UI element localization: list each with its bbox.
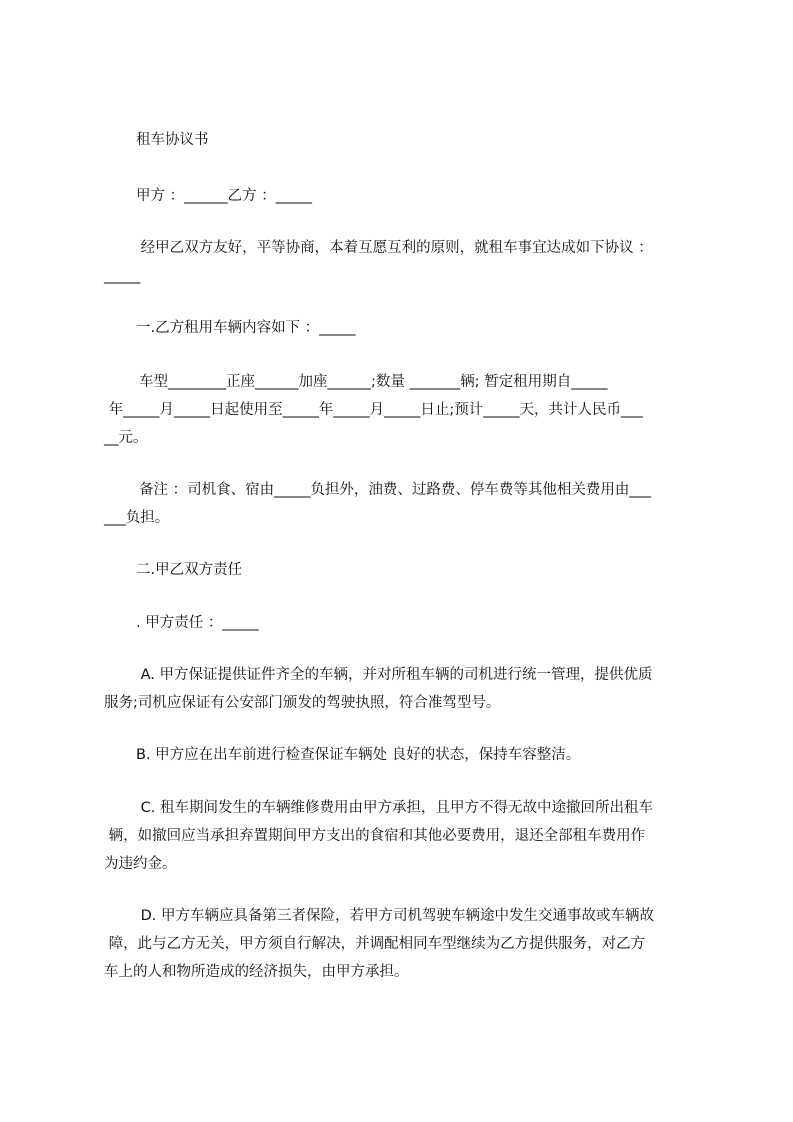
clause-c-line-2: 辆，如撤回应当承担弃置期间甲方支出的食宿和其他必要费用，退还全部租车费用作 (104, 828, 646, 844)
partyA-duty-heading: . 甲方责任 ：_____ (136, 615, 259, 631)
clause-a-line-1: A. 甲方保证提供证件齐全的车辆，并对所租车辆的司机进行统一管理，提供优质 (136, 667, 653, 683)
intro-line-2: _____ (104, 268, 141, 284)
document-title: 租车协议书 (136, 132, 209, 148)
clause-c-line-3: 为违约金。 (104, 856, 177, 872)
remark-line-2: ___负担。 (104, 510, 170, 526)
clause-d-line-1: D. 甲方车辆应具备第三者保险，若甲方司机驾驶车辆途中发生交通事故或车辆故 (136, 908, 654, 924)
clause-c-line-1: C. 租车期间发生的车辆维修费用由甲方承担，且甲方不得无故中途撤回所出租车 (136, 800, 653, 816)
vehicle-line-3: __元。 (104, 430, 148, 446)
vehicle-line-1: 车型________正座______加座______;数量 _______辆; 暂定租用期自_____ (139, 374, 608, 390)
parties-line: 甲方 ：______乙方 ：_____ (136, 188, 312, 204)
clause-a-line-2: 服务;司机应保证有公安部门颁发的驾驶执照，符合准驾型号。 (104, 695, 501, 711)
clause-d-line-2: 障，此与乙方无关，甲方须自行解决，并调配相同车型继续为乙方提供服务，对乙方 (104, 936, 646, 952)
section1-heading: 一.乙方租用车辆内容如下 ：_____ (136, 320, 356, 336)
clause-d-line-3: 车上的人和物所造成的经济损失，由甲方承担。 (104, 964, 409, 980)
clause-b: B. 甲方应在出车前进行检查保证车辆处 良好的状态，保持车容整洁。 (136, 747, 581, 763)
intro-line-1: 经甲乙双方友好，平等协商，本着互愿互利的原则，就租车事宜达成如下协议 ： (136, 240, 653, 256)
remark-line-1: 备注 ：司机食、宿由_____负担外，油费、过路费、停车费等其他相关费用由___ (139, 482, 652, 498)
vehicle-line-2: 年_____月_____日起使用至_____年_____月_____日止;预计_____天，共计人民币___ (104, 402, 643, 418)
section2-heading: 二.甲乙双方责任 (136, 562, 243, 578)
